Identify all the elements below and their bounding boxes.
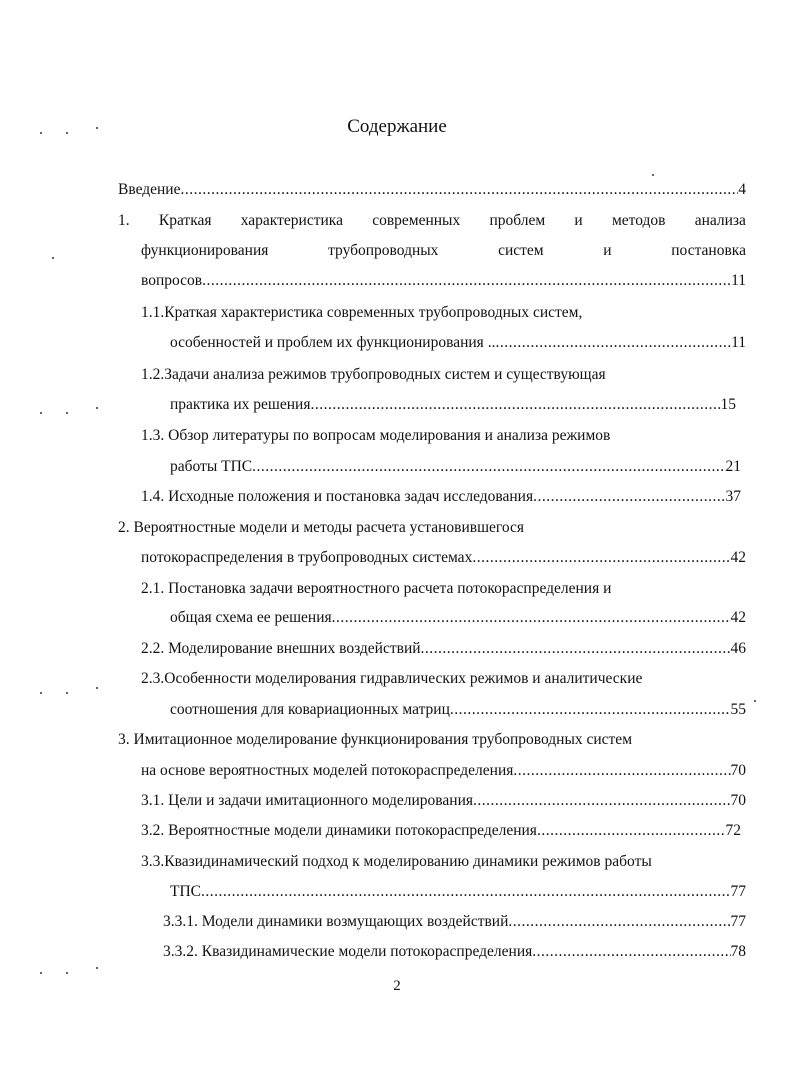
toc-page-number: 21 (725, 458, 741, 475)
toc-entry-text: 3.1. Цели и задачи имитационного моделирования (141, 792, 474, 809)
toc-entry-text: Введение (118, 181, 181, 198)
dot-leader (180, 179, 738, 201)
toc-section-2-3-line-1[interactable]: 2.3.Особенности моделирования гидравлических режимов и аналитические (141, 670, 643, 687)
toc-page-number: 72 (725, 822, 741, 839)
toc-section-3-3-line-2[interactable] (170, 881, 746, 903)
word: 1. (118, 212, 130, 229)
toc-entry-text: 2.2. Моделирование внешних воздействий (141, 640, 421, 657)
dot-leader (252, 456, 725, 478)
toc-chapter-2-line-2[interactable] (141, 547, 746, 569)
toc-page-number: 55 (730, 701, 746, 718)
toc-page-number: 78 (730, 943, 746, 960)
toc-section-1-2-line-2[interactable] (170, 394, 736, 416)
dot-leader (495, 332, 731, 354)
toc-page-number: 4 (738, 181, 746, 198)
toc-entry-text: 3.3.2. Квазидинамические модели потокораспределения (163, 943, 533, 960)
toc-section-1-4[interactable] (141, 486, 741, 508)
toc-page-number: 46 (730, 640, 746, 657)
toc-section-3-1[interactable] (141, 790, 746, 812)
dot-leader (450, 699, 731, 721)
toc-page-number: 70 (730, 762, 746, 779)
toc-page-number: 42 (730, 549, 746, 566)
toc-chapter-1-line-3[interactable] (141, 270, 746, 292)
toc-page-number: 37 (725, 488, 741, 505)
scan-speck (40, 972, 42, 974)
word: характеристика (240, 212, 343, 229)
toc-entry-text: ТПС (170, 883, 201, 900)
toc-page-number: 15 (720, 396, 736, 413)
dot-leader (201, 881, 731, 903)
word: функционирования (141, 242, 269, 259)
toc-page-number: 11 (731, 334, 746, 351)
scan-speck (754, 700, 756, 702)
toc-entry-text: на основе вероятностных моделей потокораспределения (141, 762, 514, 779)
scan-speck (96, 127, 98, 129)
toc-entry-text: вопросов (141, 272, 203, 289)
page-number: 2 (393, 978, 401, 994)
scan-speck (96, 687, 98, 689)
word: и (574, 212, 583, 229)
scan-speck (96, 967, 98, 969)
dot-leader (473, 790, 730, 812)
toc-entry-text: общая схема ее решения (170, 609, 332, 626)
toc-page-number: 70 (730, 792, 746, 809)
dot-leader (537, 820, 726, 842)
scan-speck (66, 412, 68, 414)
toc-chapter-1-line-2[interactable] (141, 240, 746, 262)
scan-speck (66, 972, 68, 974)
scan-speck (652, 174, 654, 176)
dot-leader (508, 911, 730, 933)
dot-leader (421, 638, 731, 660)
toc-entry-intro[interactable] (118, 179, 746, 201)
toc-page-number: 77 (730, 883, 746, 900)
scan-speck (96, 407, 98, 409)
toc-section-1-3-line-2[interactable] (170, 456, 741, 478)
word: систем (498, 242, 544, 259)
scan-speck (66, 692, 68, 694)
dot-leader (513, 760, 730, 782)
dot-leader (472, 547, 730, 569)
dot-leader (202, 270, 731, 292)
scan-speck (66, 132, 68, 134)
toc-section-1-1-line-1[interactable]: 1.1.Краткая характеристика современных трубопроводных систем, (141, 304, 583, 321)
toc-entry-text: соотношения для ковариационных матриц (170, 701, 450, 718)
toc-page-number: 77 (730, 913, 746, 930)
toc-entry-text: 3.3.1. Модели динамики возмущающих воздействий (163, 913, 509, 930)
toc-section-3-2[interactable] (141, 820, 741, 842)
word: трубопроводных (328, 242, 439, 259)
toc-subsection-3-3-1[interactable] (163, 911, 746, 933)
dot-leader (533, 486, 725, 508)
dot-leader (532, 941, 730, 963)
word: анализа (694, 212, 746, 229)
toc-section-2-3-line-2[interactable] (170, 699, 746, 721)
toc-chapter-3-line-1[interactable]: 3. Имитационное моделирование функционирования трубопроводных систем (118, 731, 632, 748)
toc-entry-text: работы ТПС (170, 458, 253, 475)
toc-chapter-1-line-1[interactable] (118, 210, 746, 232)
toc-chapter-3-line-2[interactable] (141, 760, 746, 782)
toc-page-number: 42 (730, 609, 746, 626)
dot-leader (310, 394, 720, 416)
dot-leader (332, 607, 731, 629)
scan-speck (40, 692, 42, 694)
toc-subsection-3-3-2[interactable] (163, 941, 746, 963)
toc-page-number: 11 (731, 272, 746, 289)
scan-speck (40, 412, 42, 414)
toc-section-2-1-line-1[interactable]: 2.1. Постановка задачи вероятностного расчета потокораспределения и (141, 580, 612, 597)
toc-section-1-1-line-2[interactable] (170, 332, 746, 354)
toc-entry-text: потокораспределения в трубопроводных системах (141, 549, 473, 566)
word: Краткая (158, 212, 212, 229)
toc-section-1-3-line-1[interactable]: 1.3. Обзор литературы по вопросам моделирования и анализа режимов (141, 427, 611, 444)
word: современных (372, 212, 461, 229)
toc-section-2-2[interactable] (141, 638, 746, 660)
word: постановка (671, 242, 746, 259)
word: проблем (489, 212, 546, 229)
toc-entry-text: практика их решения (170, 396, 311, 413)
toc-chapter-2-line-1[interactable]: 2. Вероятностные модели и методы расчета установившегося (118, 519, 525, 536)
scan-speck (40, 132, 42, 134)
toc-entry-text: 1.4. Исходные положения и постановка задач исследования (141, 488, 534, 505)
word: методов (611, 212, 666, 229)
toc-section-3-3-line-1[interactable]: 3.3.Квазидинамический подход к моделированию динамики режимов работы (141, 853, 652, 870)
word: и (603, 242, 612, 259)
toc-entry-text: особенностей и проблем их функционирования .. (170, 334, 496, 351)
page-title: Содержание (347, 116, 447, 137)
scan-speck (52, 257, 54, 259)
toc-entry-text: 3.2. Вероятностные модели динамики потокораспределения (141, 822, 537, 839)
toc-section-1-2-line-1[interactable]: 1.2.Задачи анализа режимов трубопроводных систем и существующая (141, 366, 606, 383)
toc-section-2-1-line-2[interactable] (170, 607, 746, 629)
